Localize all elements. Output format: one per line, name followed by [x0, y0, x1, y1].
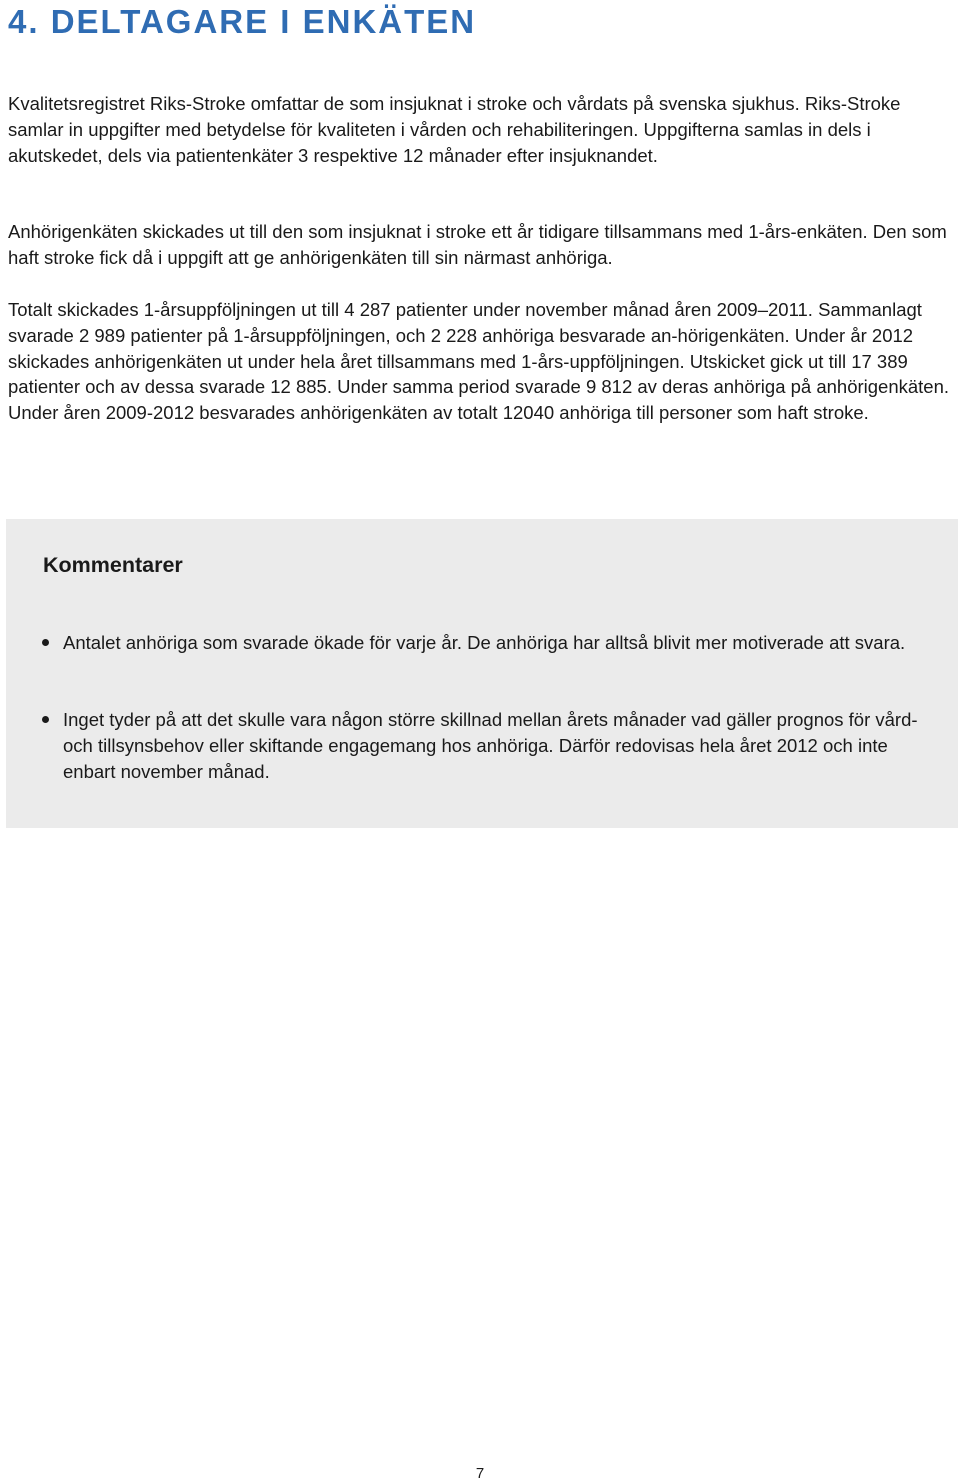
comments-title: Kommentarer [43, 553, 183, 577]
comment-text: Antalet anhöriga som svarade ökade för varje år. De anhöriga har alltså blivit mer motiverade att svara. [63, 632, 906, 653]
comment-text: Inget tyder på att det skulle vara någon större skillnad mellan årets månader vad gäller prognos för vård- och tillsynsbehov eller skiftande engagemang hos anhöriga. Därför redovisas hela året 2012 och inte enbart november månad. [63, 709, 918, 782]
comment-item [42, 630, 922, 656]
comments-box [6, 519, 958, 828]
paragraph-survey-totals: Totalt skickades 1-årsuppföljningen ut till 4 287 patienter under november månad åren 2009–2011. Sammanlagt svarade 2 989 patienter på 1-årsuppföljningen, och 2 228 anhöriga besvarade an-hörigenkäten. Under år 2012 skickades anhörigenkäten ut under hela året tillsammans med 1-års-uppföljningen. Utskicket gick ut till 17 389 patienter och av dessa svarade 12 885. Under samma period svarade 9 812 av deras anhöriga på anhörigenkäten. Under åren 2009-2012 besvarades anhörigenkäten av totalt 12040 anhöriga till personer som haft stroke. [8, 299, 950, 424]
comment-item [42, 707, 922, 784]
paragraph-registry-intro: Kvalitetsregistret Riks-Stroke omfattar de som insjuknat i stroke och vårdats på svenska sjukhus. Riks-Stroke samlar in uppgifter med betydelse för kvaliteten i vården och rehabiliteringen. Uppgifterna samlas in dels i akutskedet, dels via patientenkäter 3 respektive 12 månader efter insjuknandet. [8, 93, 901, 166]
bullet-icon [42, 716, 49, 723]
section-heading: 4. DELTAGARE I ENKÄTEN [8, 3, 477, 40]
paragraph-relative-survey: Anhörigenkäten skickades ut till den som insjuknat i stroke ett år tidigare tillsammans med 1-års-enkäten. Den som haft stroke fick då i uppgift att ge anhörigenkäten till sin närmast anhöriga. [8, 221, 947, 268]
bullet-icon [42, 639, 49, 646]
page-number: 7 [475, 1465, 485, 1482]
